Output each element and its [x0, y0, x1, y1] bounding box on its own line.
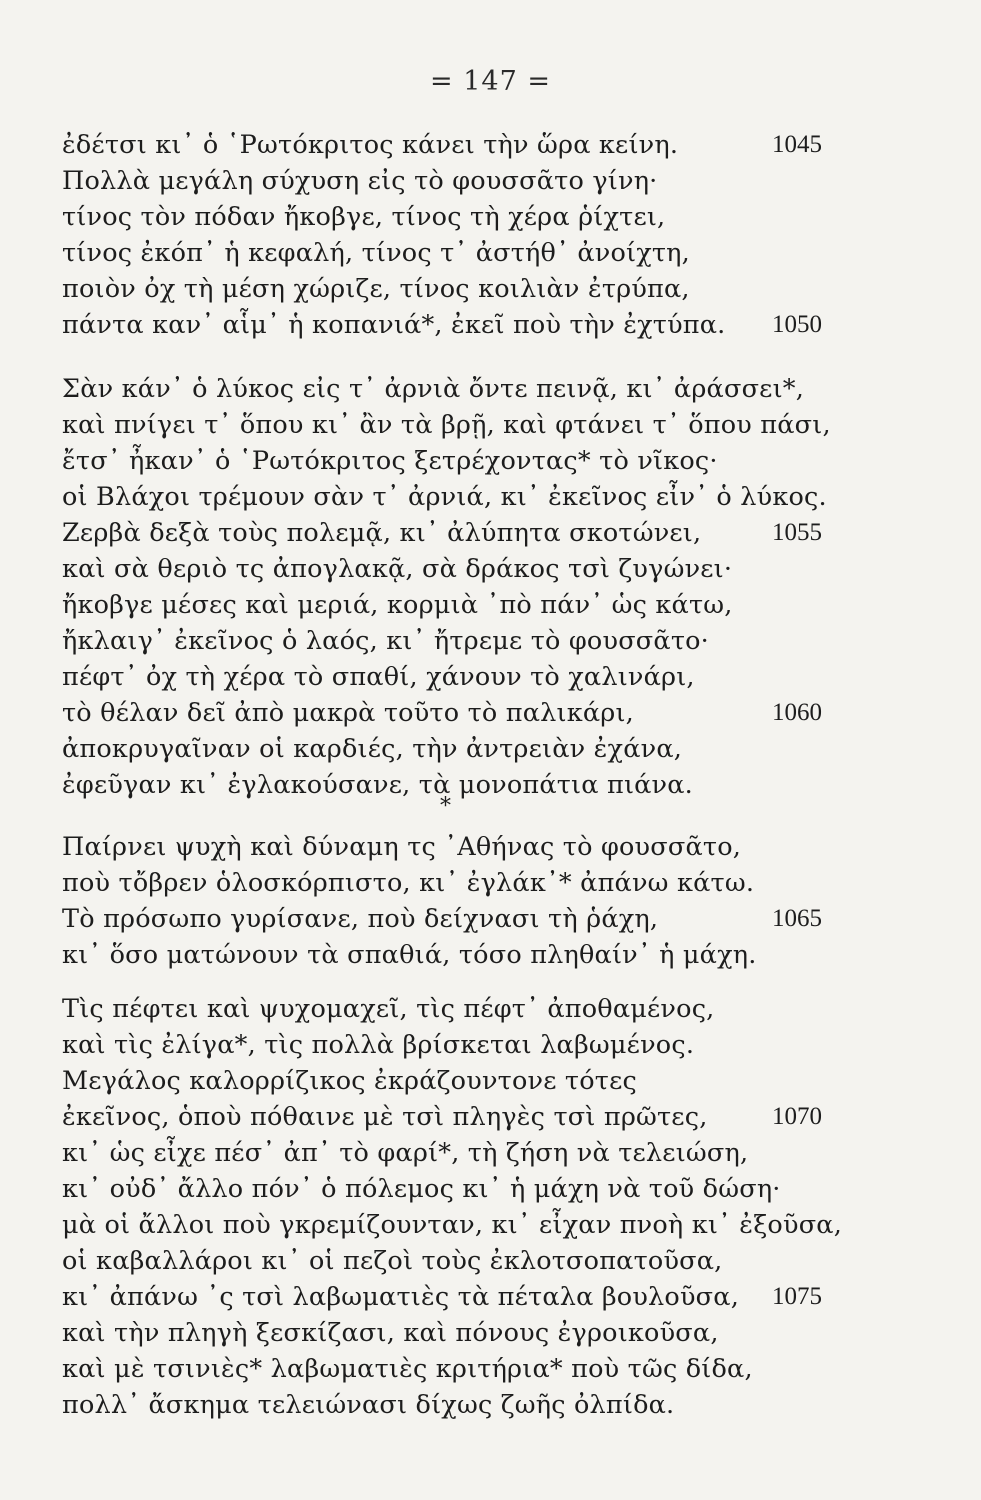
poem-line: καὶ σὰ θεριὸ τς ἀπογλακᾷ, σὰ δράκος τσὶ ζυγώνει·	[62, 554, 733, 584]
page-number: = 147 =	[430, 66, 551, 97]
poem-line: τὸ θέλαν δεῖ ἀπὸ μακρὰ τοῦτο τὸ παλικάρι,	[62, 698, 634, 728]
poem-line: πέφτ᾽ ὀχ τὴ χέρα τὸ σπαθί, χάνουν τὸ χαλινάρι,	[62, 662, 695, 692]
poem-line: κι᾽ ὡς εἶχε πέσ᾽ ἀπ᾽ τὸ φαρί*, τὴ ζήση νὰ τελειώση,	[62, 1138, 749, 1168]
poem-line: κι᾽ ἀπάνω ᾽ς τσὶ λαβωματιὲς τὰ πέταλα βουλοῦσα,	[62, 1282, 739, 1312]
poem-line: Τὶς πέφτει καὶ ψυχομαχεῖ, τὶς πέφτ᾽ ἀποθαμένος,	[62, 994, 715, 1024]
line-number: 1060	[772, 699, 822, 726]
line-number: 1075	[772, 1283, 822, 1310]
line-number: 1055	[772, 519, 822, 546]
poem-line: καὶ πνίγει τ᾽ ὅπου κι᾽ ἂν τὰ βρῇ, καὶ φτάνει τ᾽ ὅπου πάσι,	[62, 410, 831, 440]
poem-line: μὰ οἱ ἄλλοι ποὺ γκρεμίζουνταν, κι᾽ εἶχαν πνοὴ κι᾽ ἐξοῦσα,	[62, 1210, 843, 1240]
line-number: 1045	[772, 131, 822, 158]
poem-line: Παίρνει ψυχὴ καὶ δύναμη τς ᾽Αθήνας τὸ φουσσᾶτο,	[62, 832, 742, 862]
poem-line: καὶ μὲ τσινιὲς* λαβωματιὲς κριτήρια* ποὺ τῶς δίδα,	[62, 1354, 753, 1384]
line-number: 1065	[772, 905, 822, 932]
poem-line: πολλ᾽ ἄσκημα τελειώνασι δίχως ζωῆς ὀλπίδα.	[62, 1390, 675, 1420]
poem-line: Τὸ πρόσωπο γυρίσανε, ποὺ δείχνασι τὴ ῥάχη,	[62, 904, 659, 934]
line-number: 1050	[772, 311, 822, 338]
poem-line: οἱ Βλάχοι τρέμουν σὰν τ᾽ ἀρνιά, κι᾽ ἐκεῖνος εἶν᾽ ὁ λύκος.	[62, 482, 827, 512]
poem-line: ἐφεῦγαν κι᾽ ἐγλακούσανε, τὰ μονοπάτια πιάνα.	[62, 770, 693, 800]
poem-line: τίνος τὸν πόδαν ἤκοβγε, τίνος τὴ χέρα ῥίχτει,	[62, 202, 666, 232]
poem-line: ἤκλαιγ᾽ ἐκεῖνος ὁ λαός, κι᾽ ἤτρεμε τὸ φουσσᾶτο·	[62, 626, 709, 656]
poem-line: ἀποκρυγαῖναν οἱ καρδιές, τὴν ἀντρειὰν ἐχάνα,	[62, 734, 683, 764]
poem-line: καὶ τὶς ἐλίγα*, τὶς πολλὰ βρίσκεται λαβωμένος.	[62, 1030, 695, 1060]
line-number: 1070	[772, 1103, 822, 1130]
poem-line: ποιὸν ὀχ τὴ μέση χώριζε, τίνος κοιλιὰν ἐτρύπα,	[62, 274, 690, 304]
poem-line: Σὰν κάν᾽ ὁ λύκος εἰς τ᾽ ἀρνιὰ ὄντε πεινᾷ, κι᾽ ἀράσσει*,	[62, 374, 805, 404]
poem-line: τίνος ἐκόπ᾽ ἡ κεφαλή, τίνος τ᾽ ἀστήθ᾽ ἀνοίχτη,	[62, 238, 690, 268]
poem-line: κι᾽ ὅσο ματώνουν τὰ σπαθιά, τόσο πληθαίν᾽ ἡ μάχη.	[62, 940, 757, 970]
section-separator: *	[440, 794, 451, 819]
poem-line: Ζερβὰ δεξὰ τοὺς πολεμᾷ, κι᾽ ἀλύπητα σκοτώνει,	[62, 518, 702, 548]
poem-line: Πολλὰ μεγάλη σύχυση εἰς τὸ φουσσᾶτο γίνη·	[62, 166, 658, 196]
poem-line: πάντα καν᾽ αἷμ᾽ ἡ κοπανιά*, ἐκεῖ ποὺ τὴν ἐχτύπα.	[62, 310, 726, 340]
poem-line: οἱ καβαλλάροι κι᾽ οἱ πεζοὶ τοὺς ἐκλοτσοπατοῦσα,	[62, 1246, 723, 1276]
poem-line: ἐκεῖνος, ὁποὺ πόθαινε μὲ τσὶ πληγὲς τσὶ πρῶτες,	[62, 1102, 708, 1132]
poem-line: ἐδέτσι κι᾽ ὁ ῾Ρωτόκριτος κάνει τὴν ὥρα κείνη.	[62, 130, 679, 160]
poem-line: Μεγάλος καλορρίζικος ἐκράζουντονε τότες	[62, 1066, 637, 1096]
poem-line: κι᾽ οὐδ᾽ ἄλλο πόν᾽ ὁ πόλεμος κι᾽ ἡ μάχη νὰ τοῦ δώση·	[62, 1174, 781, 1204]
poem-line: ἤκοβγε μέσες καὶ μεριά, κορμιὰ ᾽πὸ πάν᾽ ὡς κάτω,	[62, 590, 733, 620]
poem-line: καὶ τὴν πληγὴ ξεσκίζασι, καὶ πόνους ἐγροικοῦσα,	[62, 1318, 719, 1348]
poem-line: ἔτσ᾽ ἦκαν᾽ ὁ ῾Ρωτόκριτος ξετρέχοντας* τὸ νῖκος·	[62, 446, 718, 476]
poem-line: ποὺ τὄβρεν ὁλοσκόρπιστο, κι᾽ ἐγλάκ᾽* ἀπάνω κάτω.	[62, 868, 755, 898]
